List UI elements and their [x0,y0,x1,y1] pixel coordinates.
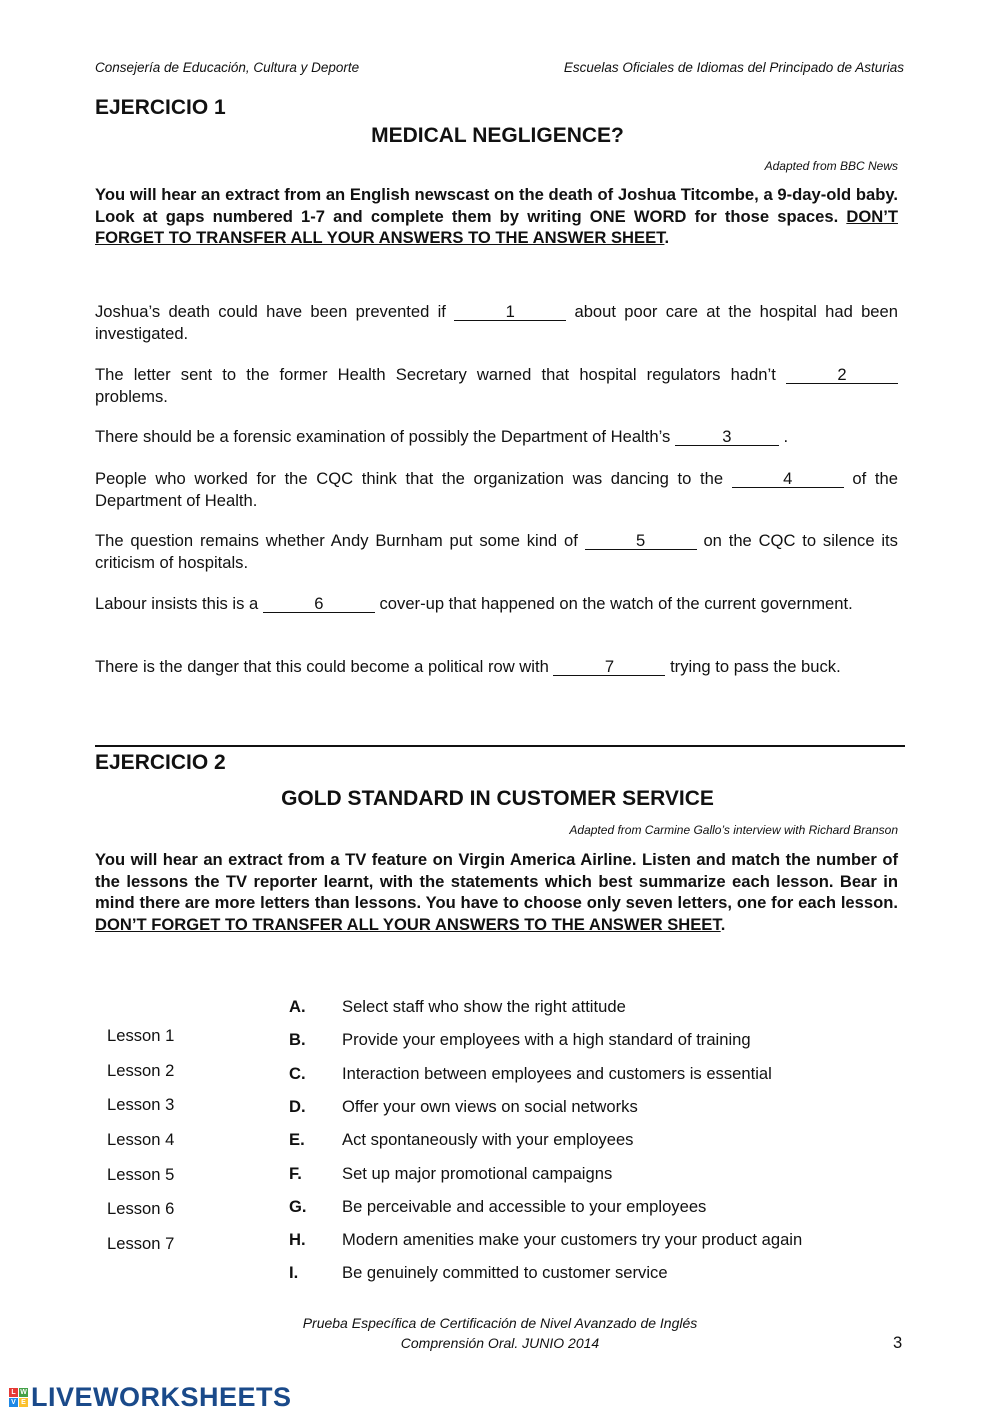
option-text: Be genuinely committed to customer service [342,1263,668,1282]
lesson-label: Lesson 5 [107,1165,175,1184]
gap-blank[interactable]: 4 [732,471,844,488]
option-letter: B. [289,1030,306,1049]
exercise2-instructions: You will hear an extract from a TV feature on Virgin America Airline. Listen and match the number of the lessons the TV reporter learnt, with the statements which best summarize each lesson. Bear in mind there are more letters than lessons. You have to choose only seven letters, one for each lesson. DON’T FORGET TO TRANSFER ALL YOUR ANSWERS TO THE ANSWER SHEET. [95,850,898,934]
footer-line-2: Comprensión Oral. JUNIO 2014 [400,1335,600,1351]
exercise2-title: GOLD STANDARD IN CUSTOMER SERVICE [281,787,714,810]
gap-item-4: People who worked for the CQC think that the organization was dancing to the 4 of the Department of Health. [95,469,898,510]
gap-blank[interactable]: 2 [786,367,898,384]
option-text: Offer your own views on social networks [342,1097,638,1116]
gap-blank[interactable]: 6 [263,596,375,613]
section-divider [95,745,905,747]
gap-blank[interactable]: 5 [585,533,697,550]
transfer-warning: DON’T FORGET TO TRANSFER ALL YOUR ANSWERS TO THE ANSWER SHEET [95,206,898,247]
exercise1-title: MEDICAL NEGLIGENCE? [371,124,624,147]
gap-item-1: Joshua’s death could have been prevented if 1 about poor care at the hospital had been investigated. [95,302,898,343]
lesson-label: Lesson 7 [107,1234,175,1253]
gap-blank[interactable]: 1 [454,304,566,321]
exercise1-label: EJERCICIO 1 [95,96,226,119]
transfer-warning: DON’T FORGET TO TRANSFER ALL YOUR ANSWERS TO THE ANSWER SHEET [95,914,721,934]
option-text: Be perceivable and accessible to your employees [342,1197,707,1216]
exercise2-label: EJERCICIO 2 [95,751,226,774]
lesson-label: Lesson 4 [107,1130,175,1149]
header-right: Escuelas Oficiales de Idiomas del Principado de Asturias [563,60,904,75]
option-letter: C. [289,1064,306,1083]
gap-item-3: There should be a forensic examination of possibly the Department of Health’s 3 . [95,427,789,446]
option-letter: D. [289,1097,306,1116]
logo-square: V [9,1398,18,1407]
exercise1-source: Adapted from BBC News [764,159,898,173]
gap-blank[interactable]: 3 [675,429,779,446]
liveworksheets-logo[interactable] [9,1382,292,1413]
exercise1-instructions: You will hear an extract from an English newscast on the death of Joshua Titcombe, a 9-day-old baby. Look at gaps numbered 1-7 and complete them by writing ONE WORD for those spaces. DON’T FORGET TO TRANSFER ALL YOUR ANSWERS TO THE ANSWER SHEET. [95,185,898,247]
footer [250,1313,750,1353]
gap-item-7: There is the danger that this could become a political row with 7 trying to pass the buck. [95,657,841,676]
header-left: Consejería de Educación, Cultura y Deporte [95,60,360,75]
logo-square: W [20,1389,27,1396]
gap-item-5: The question remains whether Andy Burnham put some kind of 5 on the CQC to silence its criticism of hospitals. [95,531,898,572]
option-text: Set up major promotional campaigns [342,1164,613,1183]
gap-item-6: Labour insists this is a 6 cover-up that happened on the watch of the current government. [95,594,853,613]
footer-line-1: Prueba Específica de Certificación de Nivel Avanzado de Inglés [302,1315,698,1331]
gap-blank[interactable]: 7 [553,659,665,676]
option-text: Modern amenities make your customers try your product again [342,1230,803,1249]
page-number: 3 [893,1333,903,1352]
logo-square: E [19,1398,28,1407]
option-text: Select staff who show the right attitude [342,997,626,1016]
lesson-label: Lesson 1 [107,1026,175,1045]
lesson-label: Lesson 2 [107,1061,175,1080]
lesson-label: Lesson 3 [107,1095,175,1114]
option-letter: H. [289,1230,306,1249]
option-letter: E. [289,1130,305,1149]
logo-square: L [9,1388,18,1397]
option-text: Provide your employees with a high standard of training [342,1030,751,1049]
liveworksheets-icon [9,1388,28,1407]
exercise2-source: Adapted from Carmine Gallo’s interview with Richard Branson [569,823,898,837]
option-text: Act spontaneously with your employees [342,1130,634,1149]
option-letter: A. [289,997,306,1016]
lesson-label: Lesson 6 [107,1199,175,1218]
option-letter: F. [289,1164,302,1183]
option-text: Interaction between employees and customers is essential [342,1064,772,1083]
option-letter: I. [289,1263,299,1282]
gap-item-2: The letter sent to the former Health Secretary warned that hospital regulators hadn’t 2 problems. [95,364,898,407]
option-letter: G. [289,1197,307,1216]
logo-text: LIVEWORKSHEETS [31,1382,292,1412]
